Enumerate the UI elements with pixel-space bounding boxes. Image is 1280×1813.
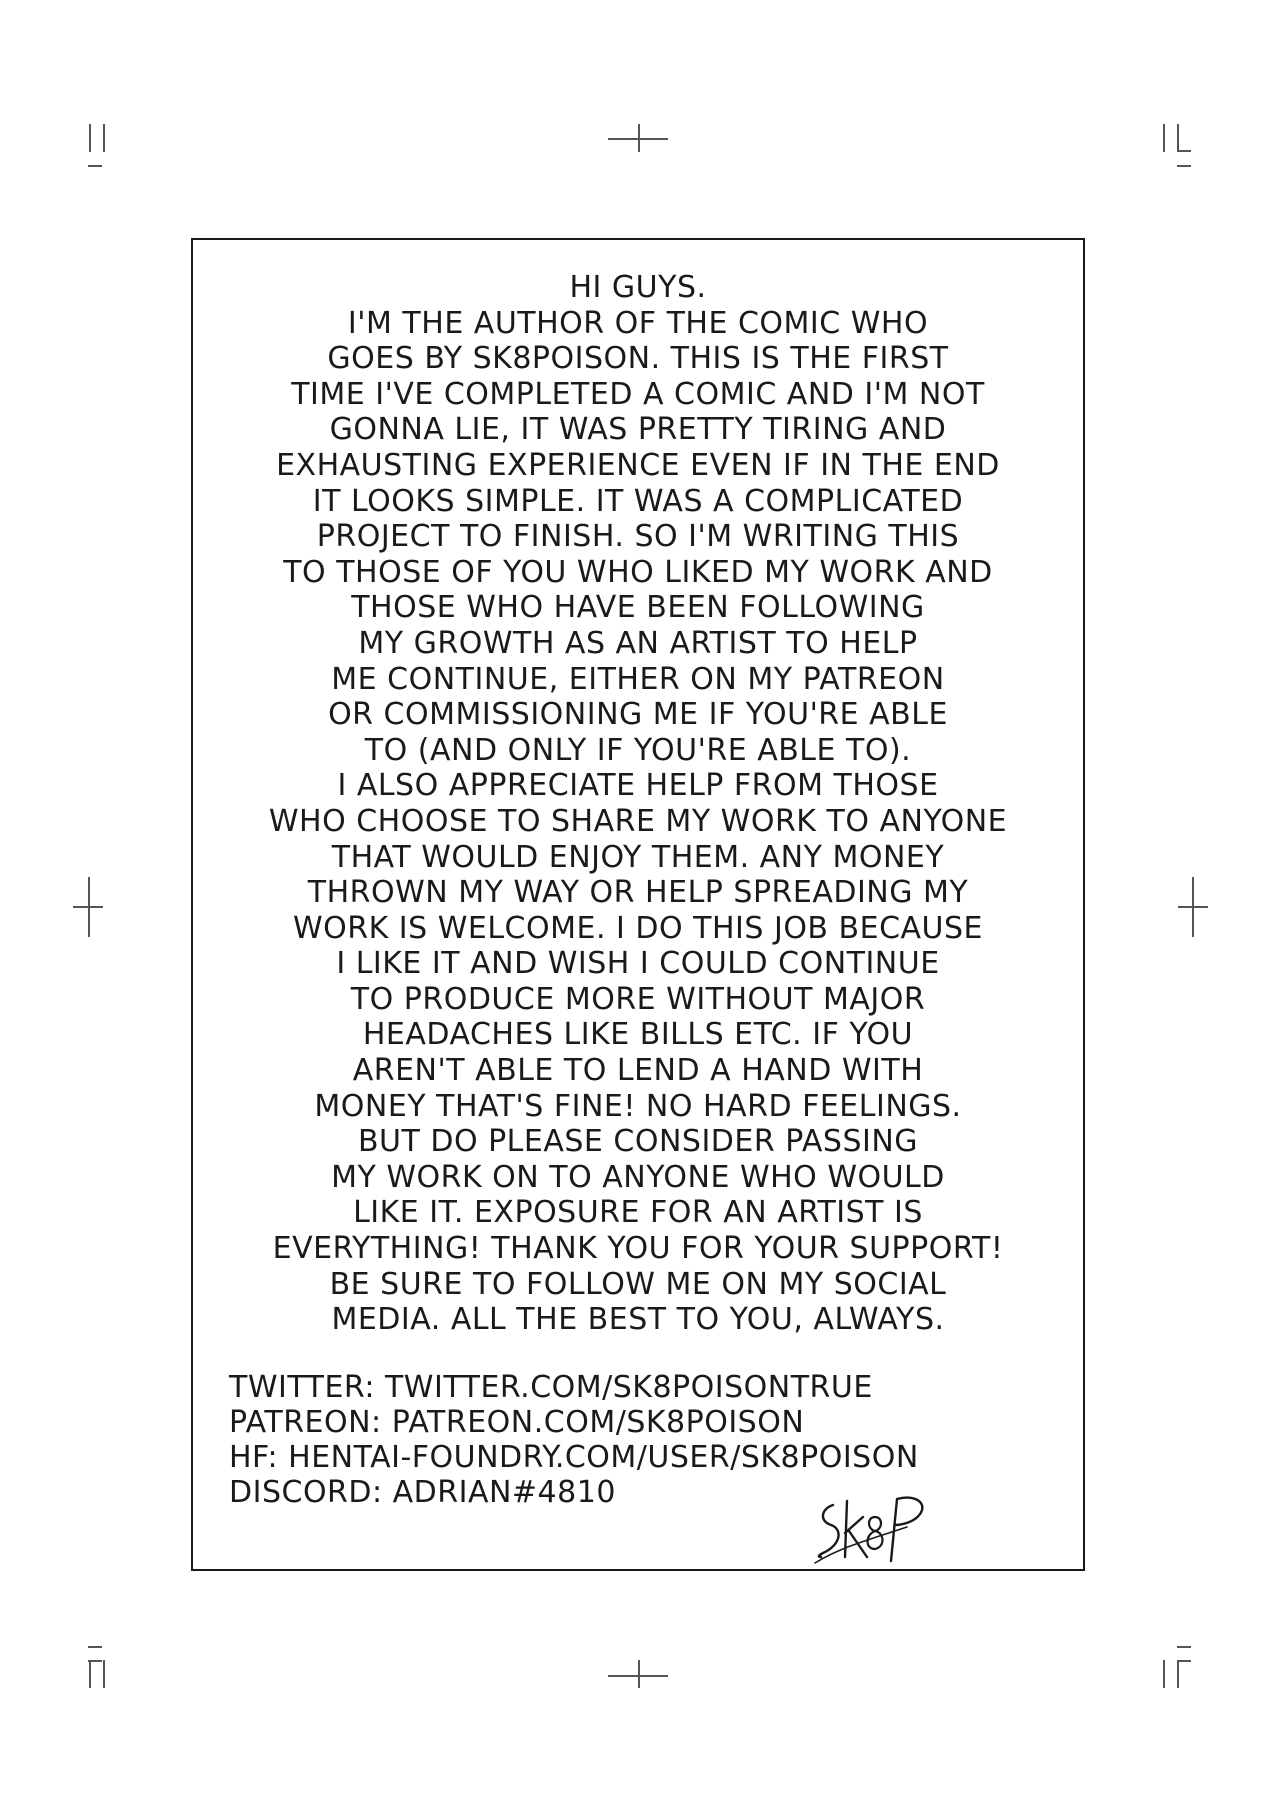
letter-line: BUT DO PLEASE CONSIDER PASSING <box>357 1124 919 1160</box>
discord-handle: DISCORD: ADRIAN#4810 <box>229 1475 616 1510</box>
letter-line: MEDIA. ALL THE BEST TO YOU, ALWAYS. <box>331 1302 945 1338</box>
letter-line: MY WORK ON TO ANYONE WHO WOULD <box>331 1159 945 1195</box>
letter-line: THOSE WHO HAVE BEEN FOLLOWING <box>351 590 925 626</box>
letter-line: BE SURE TO FOLLOW ME ON MY SOCIAL <box>329 1266 947 1302</box>
patreon-link: PATREON: PATREON.COM/SK8POISON <box>229 1405 805 1440</box>
letter-panel <box>191 238 1085 1571</box>
letter-line: TO THOSE OF YOU WHO LIKED MY WORK AND <box>283 554 993 590</box>
letter-line: TIME I'VE COMPLETED A COMIC AND I'M NOT <box>291 376 985 412</box>
letter-line: EVERYTHING! THANK YOU FOR YOUR SUPPORT! <box>272 1231 1004 1267</box>
letter-line: EXHAUSTING EXPERIENCE EVEN IF IN THE END <box>276 447 1000 483</box>
letter-line: AREN'T ABLE TO LEND A HAND WITH <box>352 1053 924 1089</box>
letter-line: GONNA LIE, IT WAS PRETTY TIRING AND <box>329 412 947 448</box>
letter-line: I LIKE IT AND WISH I COULD CONTINUE <box>336 946 940 982</box>
letter-line: THAT WOULD ENJOY THEM. ANY MONEY <box>331 839 945 875</box>
letter-line: IT LOOKS SIMPLE. IT WAS A COMPLICATED <box>312 483 964 519</box>
letter-line: LIKE IT. EXPOSURE FOR AN ARTIST IS <box>353 1195 923 1231</box>
author-signature <box>811 1487 941 1567</box>
letter-line: OR COMMISSIONING ME IF YOU'RE ABLE <box>328 697 948 733</box>
letter-line: WORK IS WELCOME. I DO THIS JOB BECAUSE <box>292 910 984 946</box>
author-letter <box>193 270 1083 1338</box>
letter-line: MONEY THAT'S FINE! NO HARD FEELINGS. <box>314 1088 962 1124</box>
letter-line: HI GUYS. <box>569 270 707 305</box>
letter-line: TO (AND ONLY IF YOU'RE ABLE TO). <box>364 732 912 768</box>
letter-line: I ALSO APPRECIATE HELP FROM THOSE <box>337 768 939 804</box>
letter-line: WHO CHOOSE TO SHARE MY WORK TO ANYONE <box>268 803 1008 839</box>
letter-line: MY GROWTH AS AN ARTIST TO HELP <box>358 625 918 661</box>
letter-line: GOES BY SK8POISON. THIS IS THE FIRST <box>327 341 949 377</box>
letter-line: PROJECT TO FINISH. SO I'M WRITING THIS <box>316 519 960 555</box>
letter-line: TO PRODUCE MORE WITHOUT MAJOR <box>350 981 926 1017</box>
letter-line: THROWN MY WAY OR HELP SPREADING MY <box>307 875 969 911</box>
twitter-link: TWITTER: TWITTER.COM/SK8POISONTRUE <box>229 1370 873 1405</box>
letter-line: I'M THE AUTHOR OF THE COMIC WHO <box>347 305 929 341</box>
letter-line: ME CONTINUE, EITHER ON MY PATREON <box>331 661 945 697</box>
hentai-foundry-link: HF: HENTAI-FOUNDRY.COM/USER/SK8POISON <box>229 1440 919 1475</box>
letter-line: HEADACHES LIKE BILLS ETC. IF YOU <box>362 1017 914 1053</box>
